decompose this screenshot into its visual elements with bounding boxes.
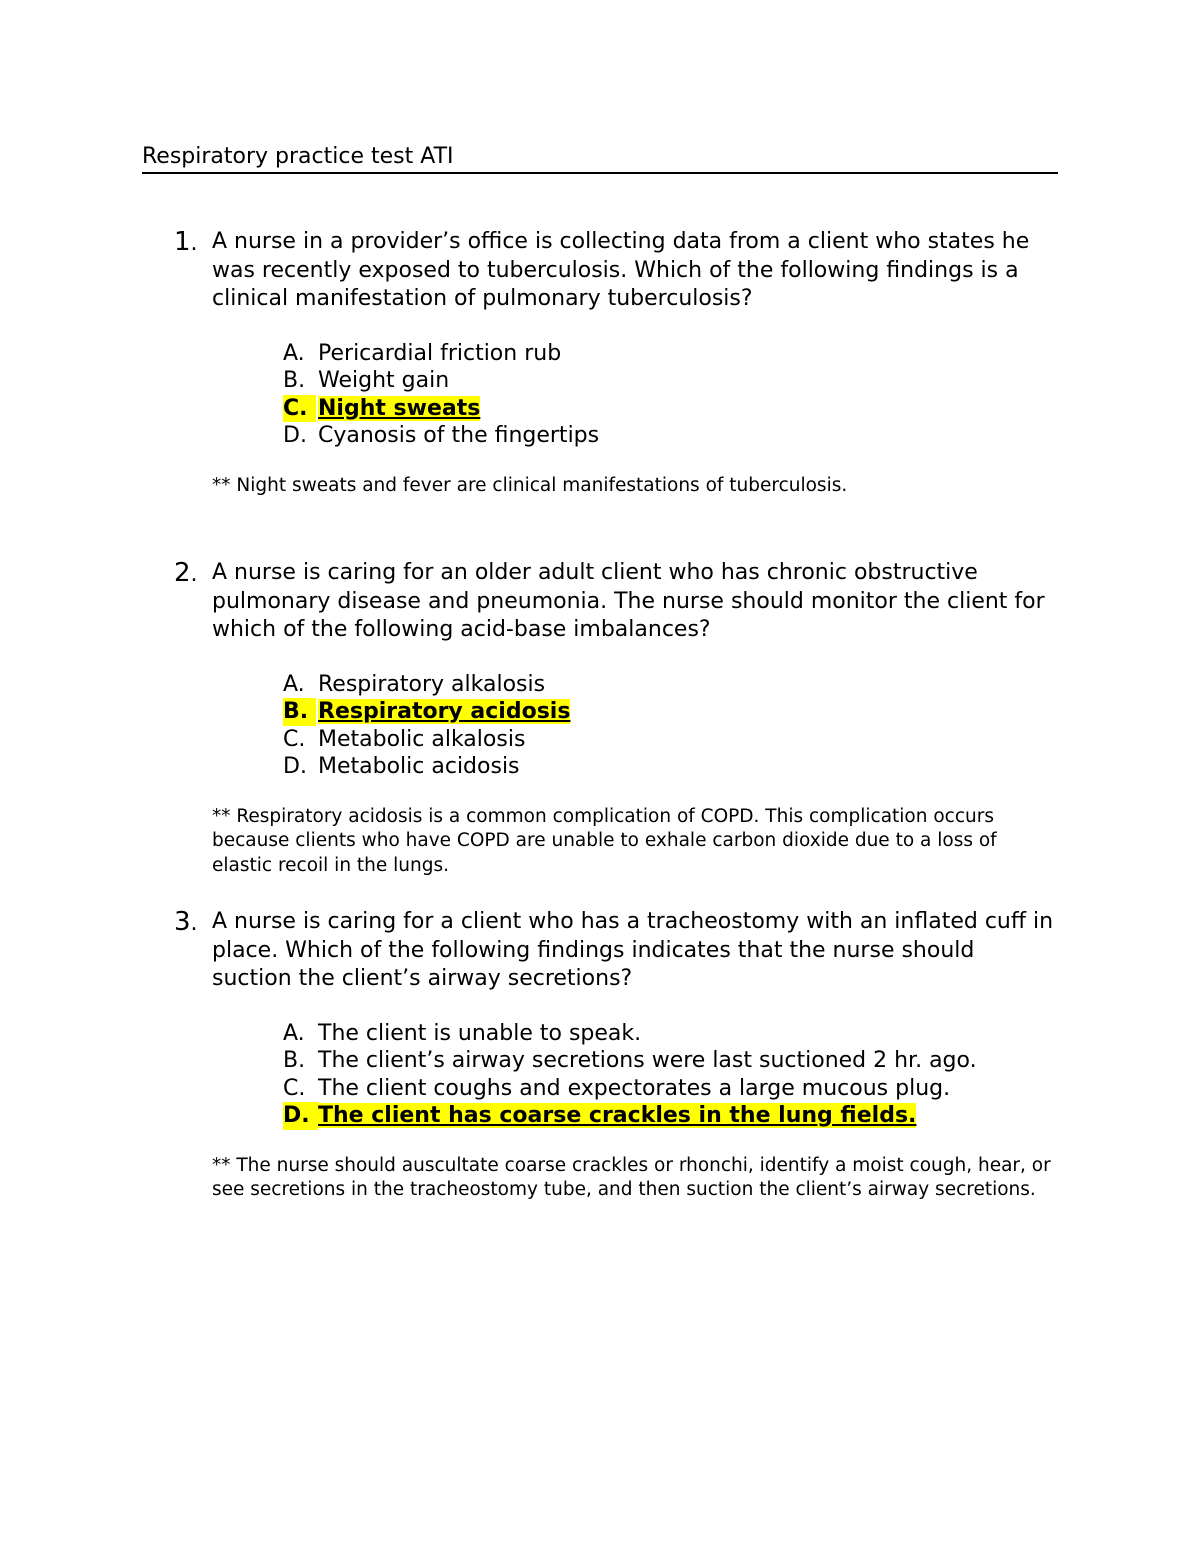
answer-choices	[142, 671, 1058, 781]
rationale: ** Respiratory acidosis is a common complication of COPD. This complication occurs because clients who have COPD are unable to exhale carbon dioxide due to a loss of elastic recoil in the lungs.	[212, 805, 997, 876]
choice-b: B. The client’s airway secretions were last suctioned 2 hr. ago.	[283, 1048, 977, 1073]
choice-a: A. Respiratory alkalosis	[283, 671, 546, 697]
question-number: 2.	[174, 558, 198, 588]
choice-d: D. Cyanosis of the fingertips	[283, 423, 600, 448]
choice-a: A. Pericardial friction rub	[283, 340, 562, 366]
rationale: ** Night sweats and fever are clinical manifestations of tuberculosis.	[212, 474, 848, 496]
question-number: 1.	[174, 227, 198, 257]
answer-choices	[142, 1020, 1058, 1130]
question-number: 3.	[174, 907, 198, 937]
answer-choices	[142, 340, 1058, 450]
question-1	[142, 228, 1058, 498]
choice-b: B. Weight gain	[283, 368, 450, 393]
rationale: ** The nurse should auscultate coarse crackles or rhonchi, identify a moist cough, hear, or see secretions in the tracheostomy tube, and then suction the client’s airway secretions.	[212, 1154, 1051, 1200]
question-stem: 1. A nurse in a provider’s office is collecting data from a client who states he was recently exposed to tuberculosis. Which of the following findings is a clinical manifestation of pulmonary tuberculosis?	[174, 227, 1030, 311]
choice-d-correct: D. The client has coarse crackles in the lung fields.	[283, 1103, 917, 1128]
choice-c: C. Metabolic alkalosis	[283, 726, 526, 752]
question-3	[142, 908, 1058, 1203]
question-2	[142, 559, 1058, 878]
choice-a: A. The client is unable to speak.	[283, 1020, 642, 1046]
question-stem: 3. A nurse is caring for a client who has a tracheostomy with an inflated cuff in place. Which of the following findings indicates that the nurse should suction the client’s airway secretions?	[174, 907, 1054, 991]
choice-d: D. Metabolic acidosis	[283, 754, 520, 779]
choice-c: C. The client coughs and expectorates a large mucous plug.	[283, 1075, 951, 1101]
choice-c-correct: C. Night sweats	[283, 395, 481, 421]
choice-b-correct: B. Respiratory acidosis	[283, 699, 571, 724]
question-stem: 2. A nurse is caring for an older adult client who has chronic obstructive pulmonary disease and pneumonia. The nurse should monitor the client for which of the following acid-base imbalances?	[174, 558, 1045, 642]
page-title: Respiratory practice test ATI	[142, 142, 1058, 174]
